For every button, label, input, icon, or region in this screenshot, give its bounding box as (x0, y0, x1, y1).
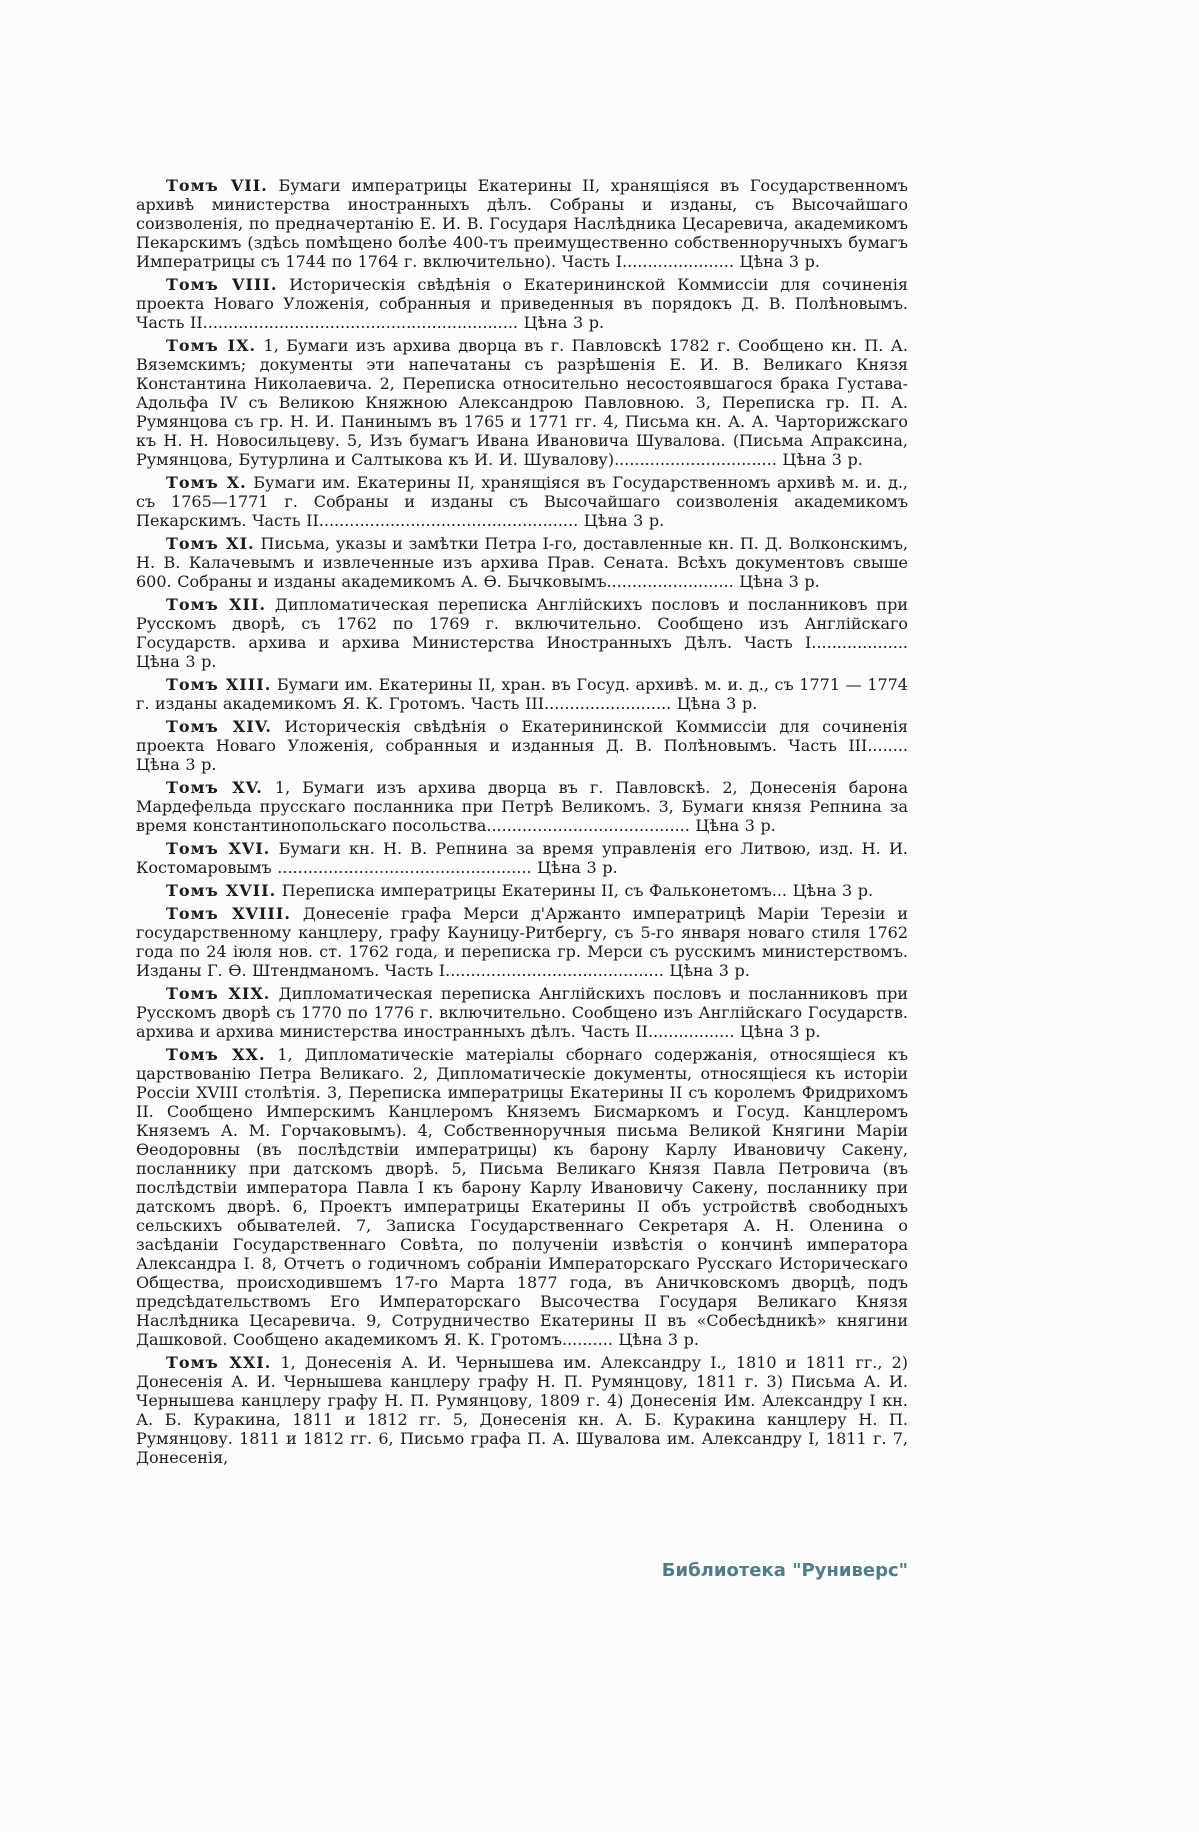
catalog-entry (136, 336, 908, 469)
volume-label: Томъ XI. (166, 534, 255, 553)
entry-text: Бумаги кн. Н. В. Репнина за время управленія его Литвою, изд. Н. И. Костомаровымъ .................................................. (136, 839, 908, 877)
entry-text: 1, Бумаги изъ архива дворца въ г. Павловскѣ. 2, Донесенія барона Мардефельда прусскаго посланника при Петрѣ Великомъ. 3, Бумаги князя Репнина за время константинопольскаго посольства........................................ (136, 778, 909, 835)
volume-label: Томъ XII. (166, 595, 267, 614)
price-label: Цѣна 3 р. (136, 652, 217, 671)
price-label: Цѣна 3 р. (578, 511, 665, 530)
catalog-entry (136, 839, 908, 877)
entry-text: Переписка императрицы Екатерины II, съ Фальконетомъ... (276, 881, 788, 900)
catalog-entry (136, 904, 908, 980)
volume-label: Томъ XVIII. (166, 904, 291, 923)
entry-text: Бумаги им. Екатерины II, хранящіяся въ Государственномъ архивѣ м. и. д., съ 1765—1771 г. Собраны и изданы съ Высочайшаго соизволенія академикомъ Пекарскимъ. Часть II................................................... (136, 473, 908, 530)
entry-text: Историческія свѣдѣнія о Екатерининской Коммиссіи для сочиненія проекта Новаго Уложенія, собранныя и приведенныя въ порядокъ Д. В. Полѣновымъ. Часть II.............................................................. (136, 275, 908, 332)
volume-label: Томъ IX. (166, 336, 257, 355)
volume-label: Томъ XVII. (166, 881, 277, 900)
entry-text: Дипломатическая переписка Англійскихъ пословъ и посланниковъ при Русскомъ дворѣ, съ 1762 по 1769 г. включительно. Сообщено изъ Англійскаго Государств. архива и архива Министерства Иностранныхъ Дѣлъ. Часть I................... (136, 595, 909, 652)
catalog-entry (136, 534, 908, 591)
price-label: Цѣна 3 р. (733, 572, 820, 591)
price-label: Цѣна 3 р. (671, 694, 758, 713)
entry-text: 1, Донесенія А. И. Чернышева им. Александру I., 1810 и 1811 гг., 2) Донесенія А. И. Чернышева канцлеру графу Н. П. Румянцову, 1811 г. 3) Письма А. И. Чернышева канцлеру графу Н. П. Румянцову, 1809 г. 4) Донесенія Им. Александру I кн. А. Б. Куракина, 1811 и 1812 гг. 5, Донесенія кн. А. Б. Куракина канцлеру Н. П. Румянцову. 1811 и 1812 гг. 6, Письмо графа П. А. Шувалова им. Александру I, 1811 г. 7, Донесенія, (136, 1353, 909, 1467)
volume-label: Томъ XVI. (166, 839, 271, 858)
catalog-entry (136, 717, 908, 774)
price-label: Цѣна 3 р. (136, 755, 217, 774)
price-label: Цѣна 3 р. (612, 1330, 699, 1349)
price-label: Цѣна 3 р. (776, 450, 863, 469)
entry-text: Дипломатическая переписка Англійскихъ пословъ и посланниковъ при Русскомъ дворѣ съ 1770 по 1776 г. включительно. Сообщено изъ Англійскаго Государств. архива и архива министерства иностранныхъ дѣлъ. Часть II................. (136, 984, 909, 1041)
catalog-entry (136, 778, 908, 835)
volume-label: Томъ XIX. (166, 984, 271, 1003)
price-label: Цѣна 3 р. (734, 1022, 821, 1041)
entry-text: Историческія свѣдѣнія о Екатерининской Коммиссіи для сочиненія проекта Новаго Уложенія, собранныя и изданныя Д. В. Полѣновымъ. Часть III........ (136, 717, 909, 755)
volume-label: Томъ VIII. (166, 275, 278, 294)
catalog-entry (136, 176, 908, 271)
volume-label: Томъ XX. (166, 1045, 266, 1064)
entry-text: Бумаги императрицы Екатерины II, хранящіяся въ Государственномъ архивѣ министерства иностранныхъ дѣлъ. Собраны и изданы, съ Высочайшаго соизволенія, по предначертанію Е. И. В. Государя Наслѣдника Цесаревича, академикомъ Пекарскимъ (здѣсь помѣщено болѣе 400-тъ преимущественно собственноручныхъ бумагъ Императрицы съ 1744 по 1764 г. включительно). Часть I...................... (136, 176, 908, 271)
volume-label: Томъ XIII. (166, 675, 272, 694)
price-label: Цѣна 3 р. (531, 858, 618, 877)
price-label: Цѣна 3 р. (663, 961, 750, 980)
catalog-entry (136, 1045, 908, 1349)
volume-label: Томъ VII. (166, 176, 268, 195)
price-label: Цѣна 3 р. (517, 313, 605, 332)
catalog-entry (136, 1353, 908, 1467)
catalog-entry (136, 595, 908, 671)
entry-text: Письма, указы и замѣтки Петра I-го, доставленные кн. П. Д. Волконскимъ, Н. В. Калачевымъ и извлеченные изъ архива Прав. Сената. Всѣхъ документовъ свыше 600. Собраны и изданы академикомъ А. Ѳ. Бычковымъ......................... (136, 534, 908, 591)
price-label: Цѣна 3 р. (733, 252, 821, 271)
price-label: Цѣна 3 р. (689, 816, 776, 835)
entry-text: 1, Бумаги изъ архива дворца въ г. Павловскѣ 1782 г. Сообщено кн. П. А. Вяземскимъ; документы эти напечатаны съ разрѣшенія Е. И. В. Великаго Князя Константина Николаевича. 2, Переписка относительно несостоявшагося брака Густава-Адольфа IV съ Великою Княжною Александрою Павловною. 3, Переписка гр. П. А. Румянцова съ гр. Н. И. Панинымъ въ 1765 и 1771 гг. 4, Письма кн. А. А. Чарторижскаго къ Н. Н. Новосильцеву. 5, Изъ бумагъ Ивана Ивановича Шувалова. (Письма Апраксина, Румянцова, Бутурлина и Салтыкова къ И. И. Шувалову)................................ (136, 336, 908, 469)
catalog-list (136, 176, 908, 1471)
entry-text: Бумаги им. Екатерины II, хран. въ Госуд. архивѣ. м. и. д., съ 1771 — 1774 г. изданы академикомъ Я. К. Гротомъ. Часть III......................... (136, 675, 908, 713)
price-label: Цѣна 3 р. (787, 881, 874, 900)
entry-text: Донесеніе графа Мерси д'Аржанто императрицѣ Маріи Терезіи и государственному канцлеру, графу Кауницу-Ритбергу, съ 5-го января новаго стиля 1762 года по 24 іюля нов. ст. 1762 года, и переписка гр. Мерси съ русскимъ министерствомъ. Изданы Г. Ѳ. Штендманомъ. Часть I........................................... (136, 904, 908, 980)
catalog-entry (136, 881, 908, 900)
catalog-entry (136, 675, 908, 713)
volume-label: Томъ XIV. (166, 717, 272, 736)
catalog-entry (136, 275, 908, 332)
library-watermark: Библиотека "Руниверс" (661, 1560, 908, 1581)
volume-label: Томъ XV. (166, 778, 263, 797)
catalog-entry (136, 984, 908, 1041)
catalog-entry (136, 473, 908, 530)
entry-text: 1, Дипломатическіе матеріалы сборнаго содержанія, относящіеся къ царствованію Петра Великаго. 2, Дипломатическіе документы, относящіеся къ исторіи Россіи XVIII столѣтія. 3, Переписка императрицы Екатерины II съ королемъ Фридрихомъ II. Сообщено Имперскимъ Канцлеромъ Княземъ Бисмаркомъ и Госуд. Канцлеромъ Княземъ А. М. Горчаковымъ). 4, Собственноручныя письма Великой Княгини Маріи Ѳеодоровны (въ послѣдствіи императрицы) къ барону Карлу Ивановичу Сакену, посланнику при датскомъ дворѣ. 5, Письма Великаго Князя Павла Петровича (въ послѣдствіи императора Павла I къ барону Карлу Ивановичу Сакену, посланнику при датскомъ дворѣ. 6, Проектъ императрицы Екатерины II объ устройствѣ свободныхъ сельскихъ обывателей. 7, Записка Государственнаго Секретаря А. Н. Оленина о засѣданіи Государственнаго Совѣта, по полученіи извѣстія о кончинѣ императора Александра I. 8, Отчетъ о годичномъ собраніи Императорскаго Русскаго Историческаго Общества, происходившемъ 17-го Марта 1877 года, въ Аничковскомъ дворцѣ, подъ предсѣдательствомъ Его Императорскаго Высочества Государя Великаго Князя Наслѣдника Цесаревича. 9, Сотрудничество Екатерины II въ «Собесѣдникѣ» княгини Дашковой. Сообщено академикомъ Я. К. Гротомъ.......... (136, 1045, 908, 1349)
volume-label: Томъ X. (166, 473, 247, 492)
volume-label: Томъ XXI. (166, 1353, 272, 1372)
